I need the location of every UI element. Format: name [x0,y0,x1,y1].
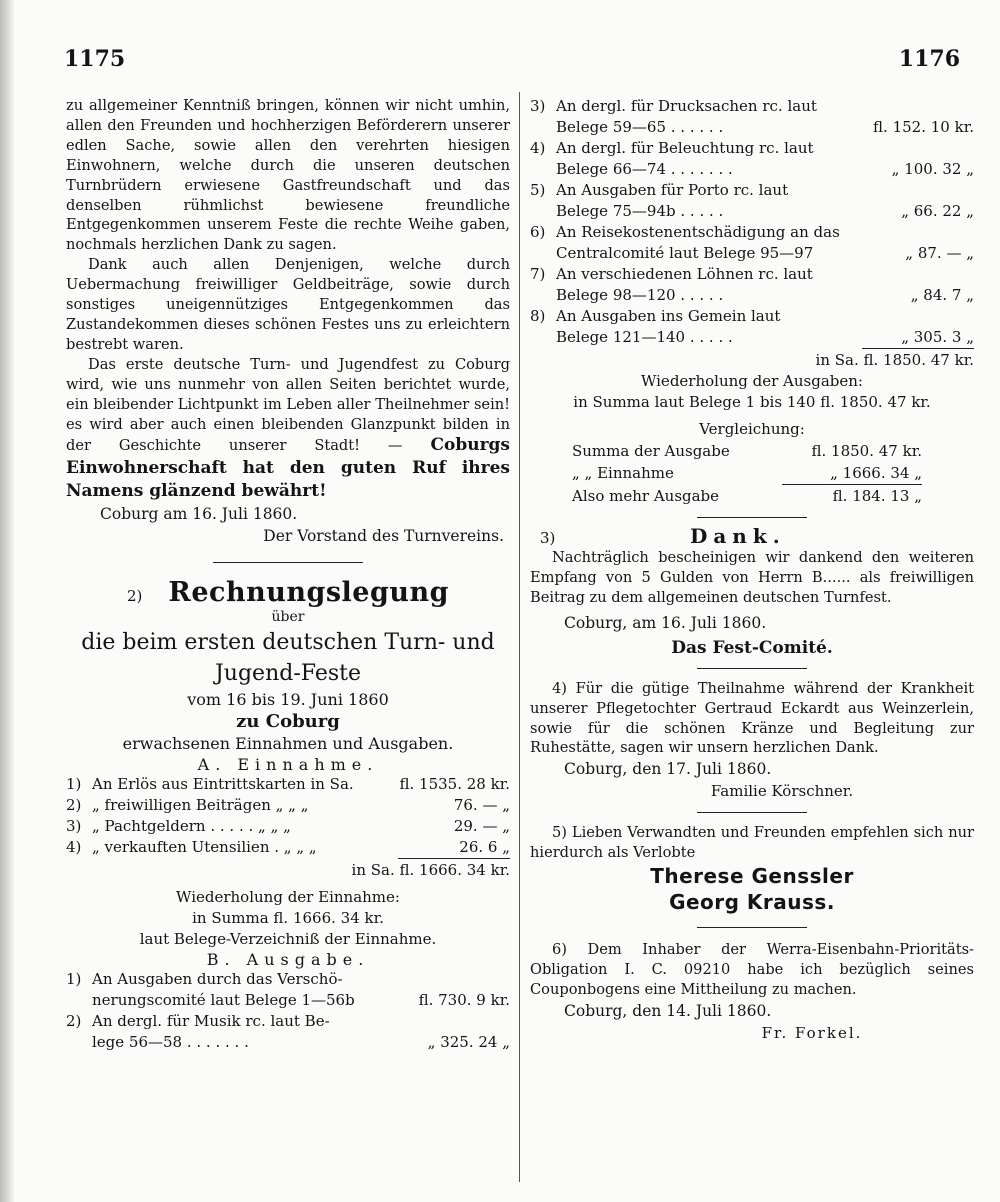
income-ledger [66,774,510,859]
comparison-title: Vergleichung: [699,420,805,438]
page-edge-shadow [0,0,14,1202]
ledger-row [66,1011,510,1032]
ledger-desc: „ freiwilligen Beiträgen „ „ „ [92,796,309,815]
ledger-row [530,201,974,222]
section-rule [697,812,807,813]
section-rule [697,668,807,669]
heading-line-3: vom 16 bis 19. Juni 1860 [187,690,389,710]
section-6-date: Coburg, den 14. Juli 1860. [564,1001,772,1020]
ledger-num: 1) [66,775,82,794]
ledger-num: 3) [530,97,546,115]
thanks-paragraph-2: Dank auch allen Denjenigen, welche durch Uebermachung freiwilliger Geldbeiträge, sowie durch sonstiges uneigennütziges Entgegenkommen das Zustandekommen dieses schönen Festes uns zu erleichtern bestrebt waren. [66,256,510,353]
ledger-amount: „ 325. 24 „ [427,1033,510,1052]
engaged-name-2: Georg Krauss. [669,890,835,915]
section-2-number: 2) [126,587,143,606]
ledger-desc: Centralcomité laut Belege 95—97 [556,244,814,262]
ledger-row [530,180,974,201]
section-4-signature: Familie Körschner. [710,782,854,801]
ledger-row [530,327,974,349]
ledger-row [530,159,974,180]
expenses-repeat-line: in Summa laut Belege 1 bis 140 fl. 1850. 47 kr. [573,393,931,411]
expenses-repeat-title: Wiederholung der Ausgaben: [640,372,863,390]
fest-paragraph [66,355,510,504]
income-repeat-line: in Summa fl. 1666. 34 kr. [192,909,384,928]
comparison-row [572,462,974,485]
ledger-num: 8) [530,307,546,325]
section-rule [697,517,807,518]
heading-uber: über [271,609,305,626]
ledger-desc: Belege 66—74 . . . . . . . [556,160,733,178]
ledger-desc: An dergl. für Drucksachen rc. laut [556,97,817,115]
section-rule [213,562,363,563]
thanks-paragraph: zu allgemeiner Kenntniß bringen, können wir nicht umhin, allen den Freunden und hochherzigen Beförderern unserer edlen Sache, sowie allen den verehrten hiesigen Einwohnern, welche durch die unseren deutschen Turnbrüdern erwiesene Gastfreundschaft und das denselben rühmlichst bewiesene freundliche Entgegenkommen unserem Feste die rechte Weihe gaben, nochmals herzlichen Dank zu sagen. [66,97,510,254]
fest-bold-text: Coburgs Einwohnerschaft hat den guten Ruf ihres Namens glänzend bewährt! [66,435,510,502]
ledger-num: 1) [66,970,82,989]
ledger-desc: „ verkauften Utensilien . „ „ „ [92,838,317,857]
section-6-text: 6) Dem Inhaber der Werra-Eisenbahn-Prioritäts-Obligation I. C. 09210 habe ich bezüglich seines Couponbogens eine Mittheilung zu machen. [530,941,974,998]
comparison-label: „ „ Einnahme [572,464,674,482]
section-6-signature: Fr. Forkel. [761,1023,863,1042]
income-title: A. Einnahme. [197,755,379,775]
ledger-row [66,816,510,837]
income-total: in Sa. fl. 1666. 34 kr. [351,861,510,880]
section-3-date: Coburg, am 16. Juli 1860. [564,613,767,632]
section-2-heading [66,577,510,608]
ledger-amount: 76. — „ [453,796,510,815]
expenses-total: in Sa. fl. 1850. 47 kr. [815,351,974,369]
ledger-amount: „ 84. 7 „ [910,286,974,304]
expenses-title: B. Ausgabe. [206,950,370,970]
ledger-desc: Belege 98—120 . . . . . [556,286,724,304]
comparison-label: Also mehr Ausgabe [572,487,720,505]
section-4-text: 4) Für die gütige Theilnahme während der Krankheit unserer Pflegetochter Gertraud Eckardt aus Weinzerlein, sowie für die schönen Kränze und Begleitung zur Ruhestätte, sagen wir unsern herzlichen Dank. [530,679,974,757]
ledger-row [530,243,974,264]
left-column [66,96,510,1053]
section-3-heading [530,524,974,548]
comparison-row [572,440,974,462]
ledger-desc: Belege 59—65 . . . . . . [556,118,724,136]
ledger-amount: „ 87. — „ [905,244,974,262]
ledger-row [530,117,974,138]
ledger-amount: „ 100. 32 „ [891,160,974,178]
ledger-num: 5) [530,181,546,199]
fest-text: Das erste deutsche Turn- und Jugendfest zu Coburg wird, wie uns nunmehr von allen Seiten berichtet wurde, ein bleibender Lichtpunkt im Leben aller Theilnehmer sein! es wird aber auch einen bleibenden Glanzpunkt bilden in der Geschichte unserer Stadt! — [66,355,510,455]
section-rule [697,927,807,928]
ledger-row [530,138,974,159]
ledger-amount: „ 305. 3 „ [862,327,974,349]
signature-vorstand: Der Vorstand des Turnvereins. [263,527,504,546]
ledger-desc: An dergl. für Beleuchtung rc. laut [556,139,814,157]
section-4-date: Coburg, den 17. Juli 1860. [564,760,772,779]
ledger-desc: lege 56—58 . . . . . . . [92,1033,249,1052]
expenses-ledger-continued [530,96,974,349]
date-line: Coburg am 16. Juli 1860. [100,505,298,524]
section-3-text: Nachträglich bescheinigen wir dankend den weiteren Empfang von 5 Gulden von Herrn B...... als freiwilligen Beitrag zu dem allgemeinen deutschen Turnfest. [530,549,974,606]
section-2-title: Rechnungslegung [168,577,450,609]
ledger-num: 7) [530,265,546,283]
ledger-desc: An Erlös aus Eintrittskarten in Sa. [92,775,354,794]
ledger-desc: An Reisekostenentschädigung an das [556,223,840,241]
ledger-row [66,990,510,1011]
ledger-row [66,837,510,859]
ledger-desc: An dergl. für Musik rc. laut Be- [92,1012,330,1031]
ledger-num: 6) [530,223,546,241]
ledger-row [530,285,974,306]
ledger-row [66,795,510,816]
ledger-desc: Belege 121—140 . . . . . [556,328,733,346]
comparison-value: fl. 184. 13 „ [832,487,922,505]
ledger-num: 4) [66,838,82,857]
section-3-signature: Das Fest-Comité. [671,637,833,658]
ledger-amount: fl. 152. 10 kr. [873,118,974,136]
heading-line-5: erwachsenen Einnahmen und Ausgaben. [122,734,454,754]
ledger-desc: „ Pachtgeldern . . . . . „ „ „ [92,817,291,836]
ledger-num: 2) [66,1012,82,1031]
ledger-num: 3) [66,817,82,836]
heading-line-4: zu Coburg [236,711,340,733]
section-5-text: 5) Lieben Verwandten und Freunden empfehlen sich nur hierdurch als Verlobte [530,824,974,862]
ledger-amount: 29. — „ [453,817,510,836]
ledger-row [66,774,510,795]
comparison-row [572,485,974,507]
ledger-desc: An Ausgaben für Porto rc. laut [556,181,789,199]
ledger-row [66,1032,510,1053]
ledger-row [530,96,974,117]
comparison-value: fl. 1850. 47 kr. [811,442,922,460]
page-number-left: 1175 [64,46,126,72]
expenses-ledger [66,969,510,1053]
ledger-amount: fl. 730. 9 kr. [418,991,510,1010]
comparison-label: Summa der Ausgabe [572,442,730,460]
comparison-value: „ 1666. 34 „ [782,462,922,485]
engaged-name-1: Therese Genssler [650,864,854,889]
ledger-desc: nerungscomité laut Belege 1—56b [92,991,355,1010]
ledger-row [530,222,974,243]
heading-line-2: Jugend-Feste [214,661,361,687]
heading-line-1: die beim ersten deutschen Turn- und [81,630,495,656]
comparison-table [530,440,974,507]
ledger-num: 2) [66,796,82,815]
income-repeat-title: Wiederholung der Einnahme: [176,888,400,907]
ledger-amount: fl. 1535. 28 kr. [399,775,510,794]
ledger-amount: 26. 6 „ [398,837,510,859]
ledger-desc: An Ausgaben ins Gemein laut [556,307,781,325]
ledger-desc: An Ausgaben durch das Verschö- [92,970,343,989]
ledger-num: 4) [530,139,546,157]
ledger-amount: „ 66. 22 „ [901,202,974,220]
ledger-row [530,264,974,285]
ledger-desc: An verschiedenen Löhnen rc. laut [556,265,813,283]
column-divider [519,92,520,1182]
page-number-right: 1176 [898,46,960,72]
section-3-title: Dank. [690,524,786,548]
section-3-number: 3) [540,529,556,547]
ledger-row [66,969,510,990]
income-repeat-ref: laut Belege-Verzeichniß der Einnahme. [139,930,437,949]
right-column [530,96,974,1044]
ledger-desc: Belege 75—94b . . . . . [556,202,724,220]
ledger-row [530,306,974,327]
